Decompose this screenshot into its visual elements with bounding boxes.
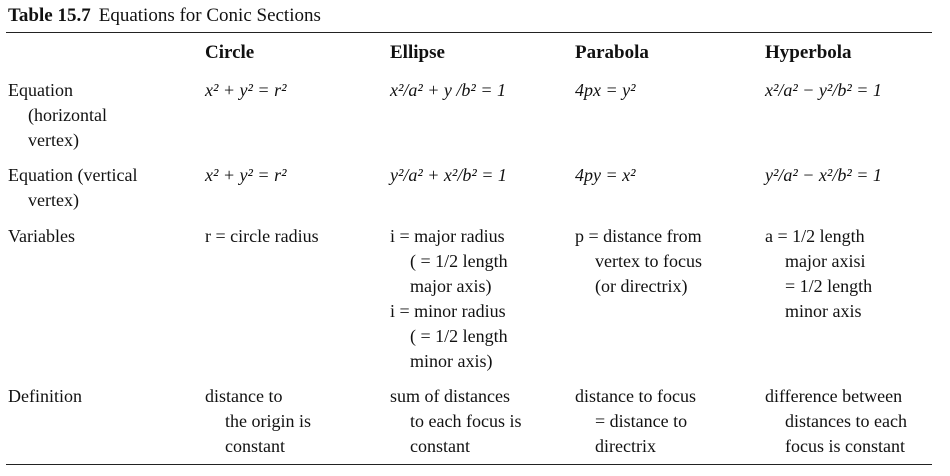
cell-parabola-equation-vertical: 4py = x² [575, 165, 636, 185]
cell-ellipse-variables: i = major radius ( = 1/2 length major axis) i = minor radius ( = 1/2 length minor axis) [390, 226, 508, 371]
cell-circle-variables: r = circle radius [205, 226, 319, 246]
row-header-equation-horizontal: Equation (horizontal vertex) [8, 80, 107, 150]
column-header-hyperbola: Hyperbola [765, 42, 852, 63]
cell-ellipse-definition: sum of distances to each focus is constant [390, 386, 522, 456]
bottom-rule [6, 464, 932, 465]
cell-parabola-variables: p = distance from vertex to focus (or directrix) [575, 226, 702, 296]
table-number: Table 15.7 [8, 5, 91, 26]
cell-hyperbola-equation-horizontal: x²/a² − y²/b² = 1 [765, 80, 882, 100]
table-caption: Equations for Conic Sections [98, 5, 321, 26]
cell-parabola-definition: distance to focus = distance to directrix [575, 386, 696, 456]
row-header-equation-vertical: Equation (vertical vertex) [8, 165, 138, 210]
cell-ellipse-equation-horizontal: x²/a² + y /b² = 1 [390, 80, 506, 100]
cell-hyperbola-variables: a = 1/2 length major axisi = 1/2 length minor axis [765, 226, 873, 321]
column-header-parabola: Parabola [575, 42, 649, 63]
top-rule [6, 32, 932, 33]
table-title [8, 5, 321, 27]
cell-circle-definition: distance to the origin is constant [205, 386, 311, 456]
cell-hyperbola-definition: difference between distances to each focus is constant [765, 386, 907, 456]
column-header-circle: Circle [205, 42, 255, 63]
cell-hyperbola-equation-vertical: y²/a² − x²/b² = 1 [765, 165, 882, 185]
cell-circle-equation-horizontal: x² + y² = r² [205, 80, 287, 100]
cell-ellipse-equation-vertical: y²/a² + x²/b² = 1 [390, 165, 507, 185]
row-header-definition: Definition [8, 386, 82, 406]
column-header-ellipse: Ellipse [390, 42, 445, 63]
row-header-variables: Variables [8, 226, 75, 246]
cell-parabola-equation-horizontal: 4px = y² [575, 80, 636, 100]
cell-circle-equation-vertical: x² + y² = r² [205, 165, 287, 185]
